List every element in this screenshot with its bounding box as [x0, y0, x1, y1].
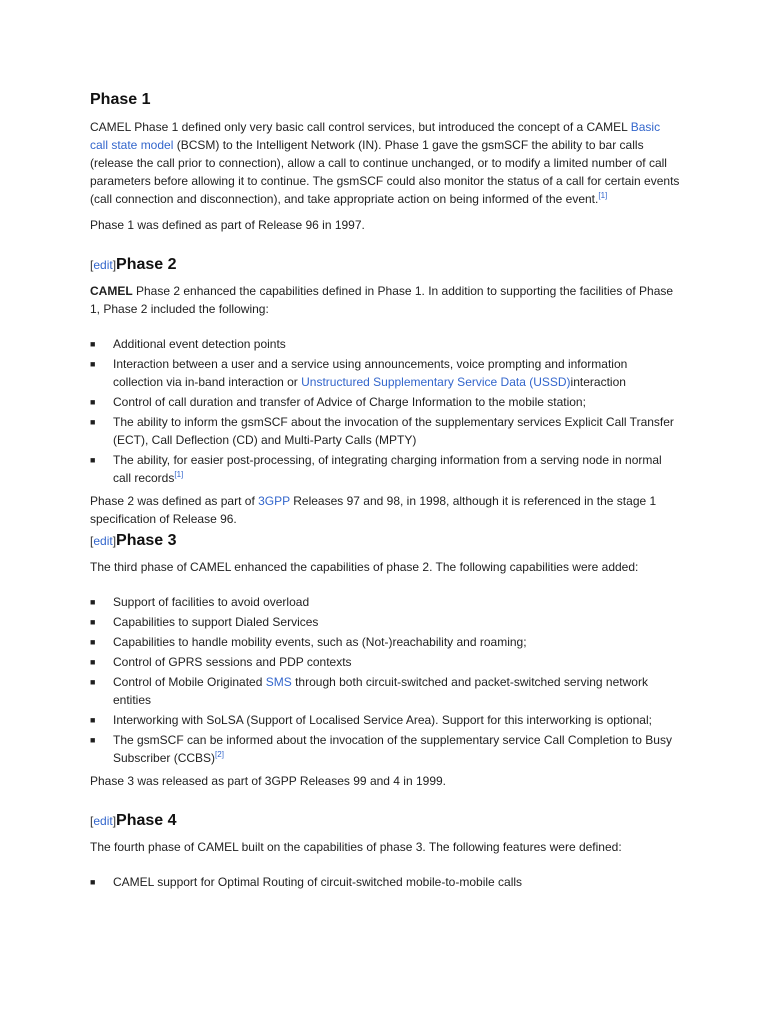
heading-phase-3: [edit]Phase 3 [90, 532, 177, 549]
reference-1[interactable]: [1] [598, 191, 608, 200]
phase-3-list [90, 593, 680, 767]
link-basic-call-state-model[interactable]: Basic call state model [90, 120, 661, 152]
edit-section-link: [edit] [90, 258, 117, 272]
link-ussd[interactable]: Unstructured Supplementary Service Data (USSD) [301, 375, 571, 389]
section-phase-4 [90, 811, 680, 893]
list-item: ■ Interworking with SoLSA (Support of Localised Service Area). Support for this interworking is optional; [90, 713, 652, 727]
list-item: ■ The ability, for easier post-processing, of integrating charging information from a serving node in normal call records[1] [90, 453, 662, 485]
phase-3-release: Phase 3 was released as part of 3GPP Releases 99 and 4 in 1999. [90, 774, 447, 788]
section-phase-3 [90, 531, 680, 790]
edit-section-link: [edit] [90, 814, 117, 828]
list-item: ■ Support of facilities to avoid overload [90, 595, 310, 609]
section-phase-2 [90, 255, 680, 528]
section-phase-1 [90, 90, 680, 234]
reference-2[interactable]: [2] [215, 750, 224, 759]
heading-phase-2: [edit]Phase 2 [90, 256, 177, 273]
link-sms[interactable]: SMS [265, 675, 292, 689]
list-item: ■ The gsmSCF can be informed about the invocation of the supplementary service Call Completion to Busy Subscriber (CCBS)[2] [90, 733, 672, 765]
phase-2-release: Phase 2 was defined as part of 3GPP Releases 97 and 98, in 1998, although it is referenced in the stage 1 specification of Release 96. [90, 494, 657, 526]
heading-phase-4: [edit]Phase 4 [90, 812, 177, 829]
phase-2-intro: CAMEL Phase 2 enhanced the capabilities defined in Phase 1. In addition to supporting the facilities of Phase 1, Phase 2 included the following: [90, 284, 674, 316]
phase-4-intro: The fourth phase of CAMEL built on the capabilities of phase 3. The following features were defined: [90, 840, 622, 854]
list-item: ■ Control of GPRS sessions and PDP contexts [90, 655, 352, 669]
edit-link-phase-3[interactable]: edit [93, 534, 113, 548]
list-item: ■ CAMEL support for Optimal Routing of circuit-switched mobile-to-mobile calls [90, 875, 523, 889]
list-item: ■ Capabilities to support Dialed Services [90, 615, 319, 629]
phase-1-description: CAMEL Phase 1 defined only very basic call control services, but introduced the concept of a CAMEL Basic call state model (BCSM) to the Intelligent Network (IN). Phase 1 gave the gsmSCF the ability to bar calls (release the call prior to connection), allow a call to continue unchanged, or to modify a limited number of call parameters before allowing it to continue. The gsmSCF could also monitor the status of a call for certain events (call connection and disconnection), and take appropriate action on being informed of the event.[1] [90, 120, 680, 206]
edit-link-phase-4[interactable]: edit [93, 814, 113, 828]
phase-3-intro: The third phase of CAMEL enhanced the capabilities of phase 2. The following capabilities were added: [90, 560, 639, 574]
phase-1-release: Phase 1 was defined as part of Release 96 in 1997. [90, 218, 365, 232]
list-item: ■ Control of call duration and transfer of Advice of Charge Information to the mobile station; [90, 395, 586, 409]
edit-section-link: [edit] [90, 534, 117, 548]
list-item: ■ Capabilities to handle mobility events, such as (Not-)reachability and roaming; [90, 635, 527, 649]
list-item: ■ Control of Mobile Originated SMS through both circuit-switched and packet-switched serving network entities [90, 675, 648, 707]
phase-2-list [90, 335, 680, 487]
list-item: ■ Interaction between a user and a service using announcements, voice prompting and information collection via in-band interaction or Unstructured Supplementary Service Data (USSD)interaction [90, 357, 628, 389]
heading-phase-1: Phase 1 [90, 91, 151, 108]
list-item: ■ The ability to inform the gsmSCF about the invocation of the supplementary services Explicit Call Transfer (ECT), Call Deflection (CD) and Multi-Party Calls (MPTY) [90, 415, 674, 447]
reference-1[interactable]: [1] [174, 470, 184, 479]
link-3gpp[interactable]: 3GPP [258, 494, 290, 508]
edit-link-phase-2[interactable]: edit [93, 258, 113, 272]
list-item: ■ Additional event detection points [90, 337, 286, 351]
phase-4-list [90, 873, 680, 891]
